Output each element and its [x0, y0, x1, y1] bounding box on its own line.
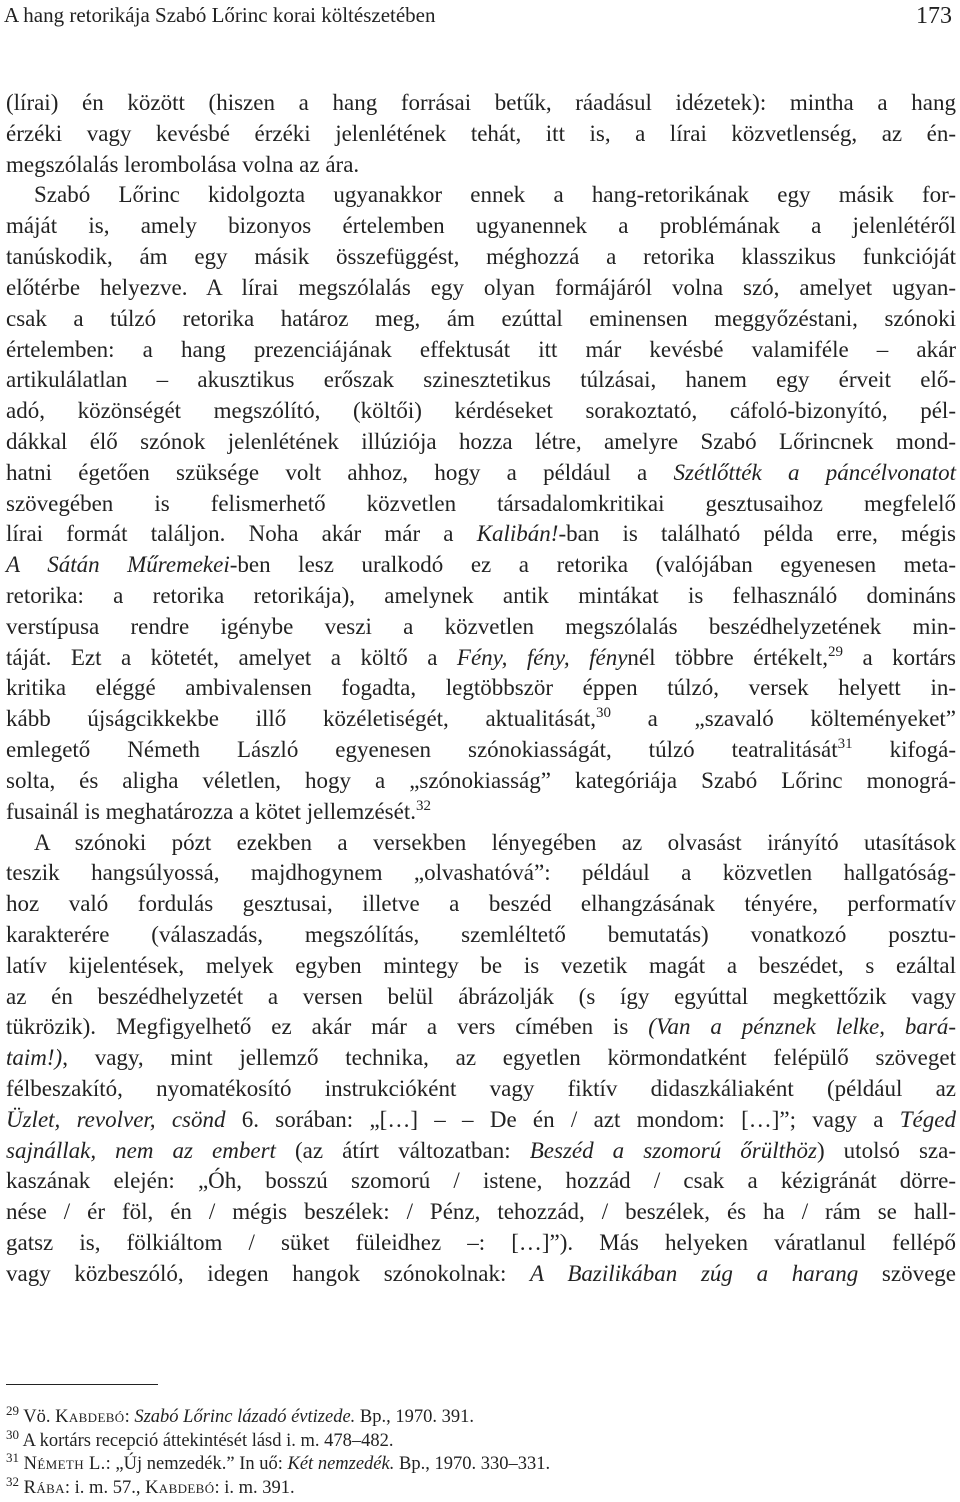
footnote-ref: 29 — [827, 643, 843, 660]
text-line: táját. Ezt a kötetét, amelyet a költő a Fény, fény, fénynél többre értékelt,$^{29}$ a kortárs — [6, 643, 956, 670]
text-line: kább újságcikkekbe illő közéletiségét, aktualitását,$^{30}$ a „szavaló költeményeket” — [6, 705, 956, 732]
text-line: artikulálatlan – akusztikus erőszak szinesztetikus túlzásai, hanem egy érveit elő- — [6, 367, 956, 393]
text-line: hoz való fordulás gesztusai, illetve a beszéd elhangzásának tényére, performatív — [6, 891, 956, 917]
text-line: máját is, amely bizonyos értelemben ugyanennek a problémának a jelenlétéről — [6, 213, 956, 239]
text-line: kaszának elején: „Óh, bosszú szomorú / istene, hozzád / csak a kézigránát dörre- — [6, 1168, 956, 1194]
footnotes — [6, 1403, 551, 1500]
running-title: A hang retorikája Szabó Lőrinc korai költészetében — [4, 3, 436, 27]
footnote-29: $^{29}$ Vö. Kabdebó: Szabó Lőrinc lázadó évtizede. Bp., 1970. 391. — [6, 1403, 474, 1427]
text-line: az én beszédhelyzetét a versen belül ábrázolják (s így egyúttal megkettőzik vagy — [6, 983, 956, 1009]
work-title: sajnállak, nem az embert — [6, 1137, 276, 1163]
work-title: Téged — [899, 1106, 956, 1132]
author-name: Rába — [23, 1477, 65, 1498]
text-line: Üzlet, revolver, csönd 6. sorában: „[…] – – De én / azt mondom: […]”; vagy a Téged — [6, 1106, 956, 1132]
text-line: adó, közönségét megszólító, (költői) kérdéseket sorakoztató, cáfoló-bizonyító, pél- — [6, 398, 956, 424]
text-line: értelemben: a hang prezenciájának effektusát itt már kevésbé valamiféle – akár — [6, 336, 956, 362]
author-name: Kabdebó — [145, 1477, 215, 1498]
text-line: karakterére (válaszadás, megszólítás, szemléltető bemutatás) vonatkozó posztu- — [6, 921, 956, 947]
work-title: Üzlet, revolver, csönd — [6, 1106, 226, 1132]
text-line: kritika eléggé ambivalensen fogadta, legtöbbször éppen túlzó, versek helyett in- — [6, 675, 956, 701]
text-line: A szónoki pózt ezekben a versekben lényegében az olvasást irányító utasítások — [34, 829, 956, 855]
work-title: Két nemzedék. — [287, 1454, 395, 1474]
text-line: A Sátán Műremekei-ben lesz uralkodó ez a retorika (valójában egyenesen meta- — [6, 552, 956, 578]
text-line: tükrözik). Megfigyelhető ez akár már a vers címében is (Van a pénznek lelke, bará- — [6, 1014, 956, 1040]
footnote-31: $^{31}$ Németh L.: „Új nemzedék.” In uő: Két nemzedék. Bp., 1970. 330–331. — [6, 1450, 551, 1474]
text-line: sajnállak, nem az embert (az átírt változatban: Beszéd a szomorú őrülthöz) utolsó sza- — [6, 1137, 957, 1163]
text-line: megszólalás lerombolása volna az ára. — [6, 151, 360, 177]
text-line: hatni égetően szüksége volt ahhoz, hogy a például a Szétlőtték a páncélvonatot — [6, 459, 957, 485]
work-title: A Sátán Műremekei — [6, 552, 230, 578]
text-line: teszik hangsúlyossá, majdhogynem „olvashatóvá”: például a közvetlen hallgatóság- — [6, 860, 956, 886]
work-title: Szétlőtték a páncélvonatot — [673, 459, 957, 485]
text-line: dákkal élő szónok jelenlétének illúziója hozza létre, amelyre Szabó Lőrincnek mond- — [6, 428, 956, 454]
footnote-30: $^{30}$ A kortárs recepció áttekintését lásd i. m. 478–482. — [6, 1426, 394, 1451]
work-title: A Bazilikában zúg a harang — [530, 1260, 859, 1286]
text-line: szövegében is felismerhető közvetlen társadalomkritikai gesztusaihoz megfelelő — [6, 490, 956, 516]
text-line: emlegető Németh László egyenesen szónokiasságát, túlzó teatralitását$^{31}$ kifogá- — [6, 736, 956, 763]
work-title: Beszéd a szomorú őrülthöz — [529, 1137, 817, 1163]
work-title: Szabó Lőrinc lázadó évtizede. — [134, 1407, 356, 1427]
footnote-ref: 32 — [415, 797, 431, 814]
author-name: Németh L. — [23, 1454, 106, 1474]
text-line: taim!), vagy, mint jellemző technika, az egyetlen körmondatként felépülő szöveget — [6, 1045, 956, 1071]
body-text — [6, 88, 956, 1290]
text-line: solta, és aligha véletlen, hogy a „szónokiasság” kategóriája Szabó Lőrinc monográ- — [6, 767, 956, 793]
text-line: Szabó Lőrinc kidolgozta ugyanakkor ennek a hang-retorikának egy másik for- — [34, 182, 956, 208]
work-title: (Van a pénznek lelke, bará- — [648, 1014, 956, 1040]
text-line: lírai formát találjon. Noha akár már a Kalibán!-ban is található példa erre, mégis — [6, 521, 956, 547]
text-line: érzéki vagy kevésbé érzéki jelenlétének tehát, itt is, a lírai közvetlenség, az én- — [6, 120, 956, 146]
text-line: előtérbe helyezve. A lírai megszólalás egy olyan formájáról volna szó, amelyet ugyan- — [6, 274, 956, 300]
work-title: Fény, fény, fény — [456, 644, 628, 670]
text-line: gatsz is, fölkiáltom / süket füleidhez –: […]”). Más helyeken váratlanul fellépő — [6, 1230, 956, 1256]
text-line: retorika: a retorika retorikája), amelynek antik mintákat is felhasználó domináns — [6, 583, 956, 608]
running-header — [4, 0, 956, 34]
work-title: taim!) — [6, 1045, 63, 1071]
text-line: vagy közbeszóló, idegen hangok szónokolnak: A Bazilikában zúg a harang szövege — [6, 1260, 957, 1286]
author-name: Kabdebó — [55, 1407, 125, 1427]
page-number: 173 — [916, 3, 952, 29]
text-line: fusainál is meghatározza a kötet jellemzését.$^{32}$ — [6, 797, 431, 824]
text-line: verstípusa rendre igénybe veszi a közvetlen megszólalás beszédhelyzetének min- — [6, 613, 956, 639]
work-title: Kalibán! — [476, 521, 559, 547]
footnote-32: $^{32}$ Rába: i. m. 57., Kabdebó: i. m. 391. — [6, 1473, 295, 1498]
footnote-separator — [6, 1384, 158, 1385]
text-line: tanúskodik, ám egy másik összefüggést, méghozzá a retorika klasszikus funkcióját — [6, 244, 956, 270]
text-line: latív kijelentések, melyek egyben mintegy be is vezetik magát a beszédet, s ezáltal — [6, 952, 956, 978]
text-line: félbeszakító, nyomatékosító instrukcióként vagy fiktív didaszkáliaként (például az — [6, 1076, 956, 1101]
text-line: csak a túlzó retorika határoz meg, ám ezúttal eminensen meggyőzéstani, szónoki — [6, 305, 956, 331]
footnote-ref: 31 — [837, 736, 853, 753]
footnote-ref: 30 — [595, 705, 611, 722]
text-line: nése / ér föl, én / mégis beszélek: / Pénz, tehozzád, / beszélek, és ha / rám se hall- — [6, 1199, 956, 1225]
text-line: (lírai) én között (hiszen a hang forrásai betűk, ráadásul idézetek): mintha a hang — [6, 90, 956, 115]
